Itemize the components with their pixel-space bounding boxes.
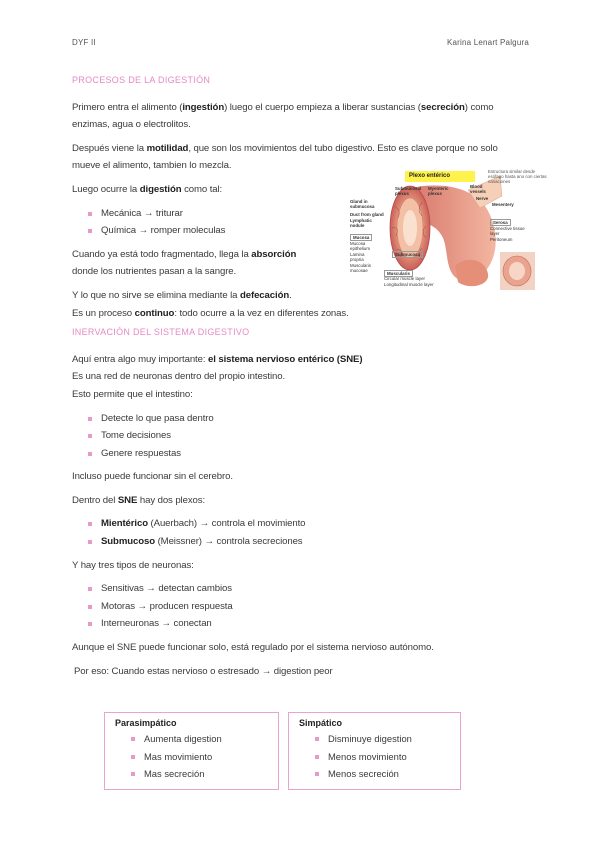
text-fragment: ) luego el cuerpo empieza a liberar sustancias (	[224, 101, 421, 113]
keyword-sne: el sistema nervioso entérico (SNE)	[208, 353, 363, 365]
figure-caption: Estructura similar desde esófago hasta ano con ciertas variaciones	[488, 169, 547, 184]
list-item: Mecánica → triturar	[88, 205, 532, 223]
keyword-secrecion: secreción	[420, 101, 465, 113]
label-submucosa: Submucosa	[392, 251, 423, 258]
list-item	[88, 533, 532, 551]
keyword-absorcion: absorción	[251, 248, 297, 260]
text-fragment: Luego ocurre la	[72, 183, 140, 195]
simpatico-list	[299, 730, 460, 783]
enteric-plexus-figure	[350, 166, 547, 291]
text-fragment: Dentro del	[72, 494, 118, 506]
header-author: Karina Lenart Palgura	[446, 38, 529, 47]
list-item: Detecte lo que pasa dentro	[88, 410, 532, 428]
paragraph-continuo	[72, 305, 532, 323]
list-item	[88, 515, 532, 533]
label-nerve: Nerve	[476, 196, 489, 201]
list-item: Aumenta digestion	[131, 730, 278, 748]
paragraph-sin-cerebro: Incluso puede funcionar sin el cerebro.	[72, 471, 233, 483]
label-blood-vessels: Blood vessels	[470, 184, 486, 194]
label-mucosa: Mucosa	[350, 234, 372, 241]
figure-title: Plexo entérico	[405, 171, 475, 182]
document-body	[72, 72, 532, 680]
text-fragment: Y lo que no sirve se elimina mediante la	[72, 289, 240, 301]
list-item: Mas movimiento	[131, 748, 278, 766]
list-item: Motoras → producen respuesta	[88, 598, 532, 616]
section-title-inervacion: INERVACIÓN DEL SISTEMA DIGESTIVO	[72, 327, 250, 338]
list-item: Disminuye digestion	[315, 730, 460, 748]
paragraph-red-neuronas: Es una red de neuronas dentro del propio intestino.	[72, 371, 286, 383]
paragraph-autonomo: Aunque el SNE puede funcionar solo, está regulado por el sistema nervioso autónomo.	[72, 642, 434, 654]
text-fragment: , que son los movimientos del tubo digestivo. Esto es clave porque no solo mueve el alimento, tambien lo mezcla.	[72, 142, 498, 172]
keyword-submucoso: Submucoso	[101, 536, 156, 548]
text-fragment: ) como enzimas, agua o electrolitos.	[72, 101, 494, 131]
paragraph-tipos-neuronas: Y hay tres tipos de neuronas:	[72, 559, 194, 571]
paragraph-ingestion	[72, 99, 532, 134]
simpatico-box	[288, 712, 461, 790]
text-fragment: Después viene la	[72, 142, 147, 154]
label-submucosal-plexus: Submucosal plexus	[395, 186, 422, 196]
keyword-digestion: digestión	[139, 183, 182, 195]
keyword-motilidad: motilidad	[146, 142, 189, 154]
label-duct: Duct from gland	[350, 212, 384, 217]
parasimpatico-list	[115, 730, 278, 783]
paragraph-absorcion	[72, 246, 332, 281]
keyword-continuo: continuo	[134, 307, 175, 319]
label-myenteric-plexus: Myenteric plexus	[428, 186, 449, 196]
list-item: Sensitivas → detectan cambios	[88, 580, 532, 598]
label-circular-muscle: Circular muscle layer	[384, 276, 425, 281]
text-fragment: (Auerbach) → controla el movimiento	[147, 518, 306, 530]
label-muscularis: Muscularis	[384, 270, 413, 277]
list-item: Menos secreción	[315, 765, 460, 783]
label-mucosa-epithelium: Mucosa epithelium	[350, 241, 371, 251]
simpatico-title: Simpático	[299, 718, 343, 728]
list-item: Tome decisiones	[88, 427, 532, 445]
text-fragment: hay dos plexos:	[137, 494, 206, 506]
text-fragment: Es un proceso	[72, 307, 135, 319]
label-connective: Connective tissue layer	[490, 226, 525, 236]
list-item: Química → romper moleculas	[88, 222, 532, 240]
label-peritoneum: Peritoneum	[490, 237, 513, 242]
text-fragment: .	[289, 289, 292, 301]
text-fragment: (Meissner) → controla secreciones	[155, 536, 303, 548]
label-lamina-propria: Lamina propria	[350, 252, 365, 262]
text-fragment: como tal:	[181, 183, 223, 195]
label-gland-submucosa: Gland in submucosa	[350, 199, 375, 209]
label-mesentery: Mesentery	[492, 202, 514, 207]
keyword-sne: SNE	[117, 494, 138, 506]
paragraph-plexos	[72, 492, 532, 510]
neuron-types-list	[72, 580, 532, 633]
keyword-mienterico: Mientérico	[101, 518, 148, 530]
text-fragment: Aquí entra algo muy importante:	[72, 353, 208, 365]
section-title-procesos: PROCESOS DE LA DIGESTIÓN	[72, 75, 211, 85]
header-course: DYF II	[72, 38, 96, 47]
list-item: Interneuronas → conectan	[88, 615, 532, 633]
label-serosa: Serosa	[490, 219, 511, 226]
text-fragment: Cuando ya está todo fragmentado, llega la	[72, 248, 252, 260]
list-item: Mas secreción	[131, 765, 278, 783]
label-longitudinal-muscle: Longitudinal muscle layer	[384, 282, 434, 287]
autonomic-comparison	[104, 712, 469, 792]
parasimpatico-box	[104, 712, 279, 790]
plexos-list	[72, 515, 532, 550]
paragraph-permite: Esto permite que el intestino:	[72, 388, 193, 400]
list-item: Menos movimiento	[315, 748, 460, 766]
keyword-defecacion: defecación	[239, 289, 290, 301]
keyword-ingestion: ingestión	[182, 101, 225, 113]
text-fragment: : todo ocurre a la vez en diferentes zonas.	[174, 307, 349, 319]
text-fragment: Primero entra el alimento (	[72, 101, 183, 113]
label-lymphatic: Lymphatic nodule	[350, 218, 372, 228]
paragraph-estres: Por eso: Cuando estas nervioso o estresado → digestion peor	[74, 665, 333, 677]
label-muscularis-mucosae: Muscularis mucosae	[350, 263, 371, 273]
text-fragment: donde los nutrientes pasan a la sangre.	[72, 266, 237, 278]
intestine-abilities-list	[72, 410, 532, 463]
list-item: Genere respuestas	[88, 445, 532, 463]
parasimpatico-title: Parasimpático	[115, 718, 177, 728]
paragraph-sne-intro	[72, 351, 532, 369]
